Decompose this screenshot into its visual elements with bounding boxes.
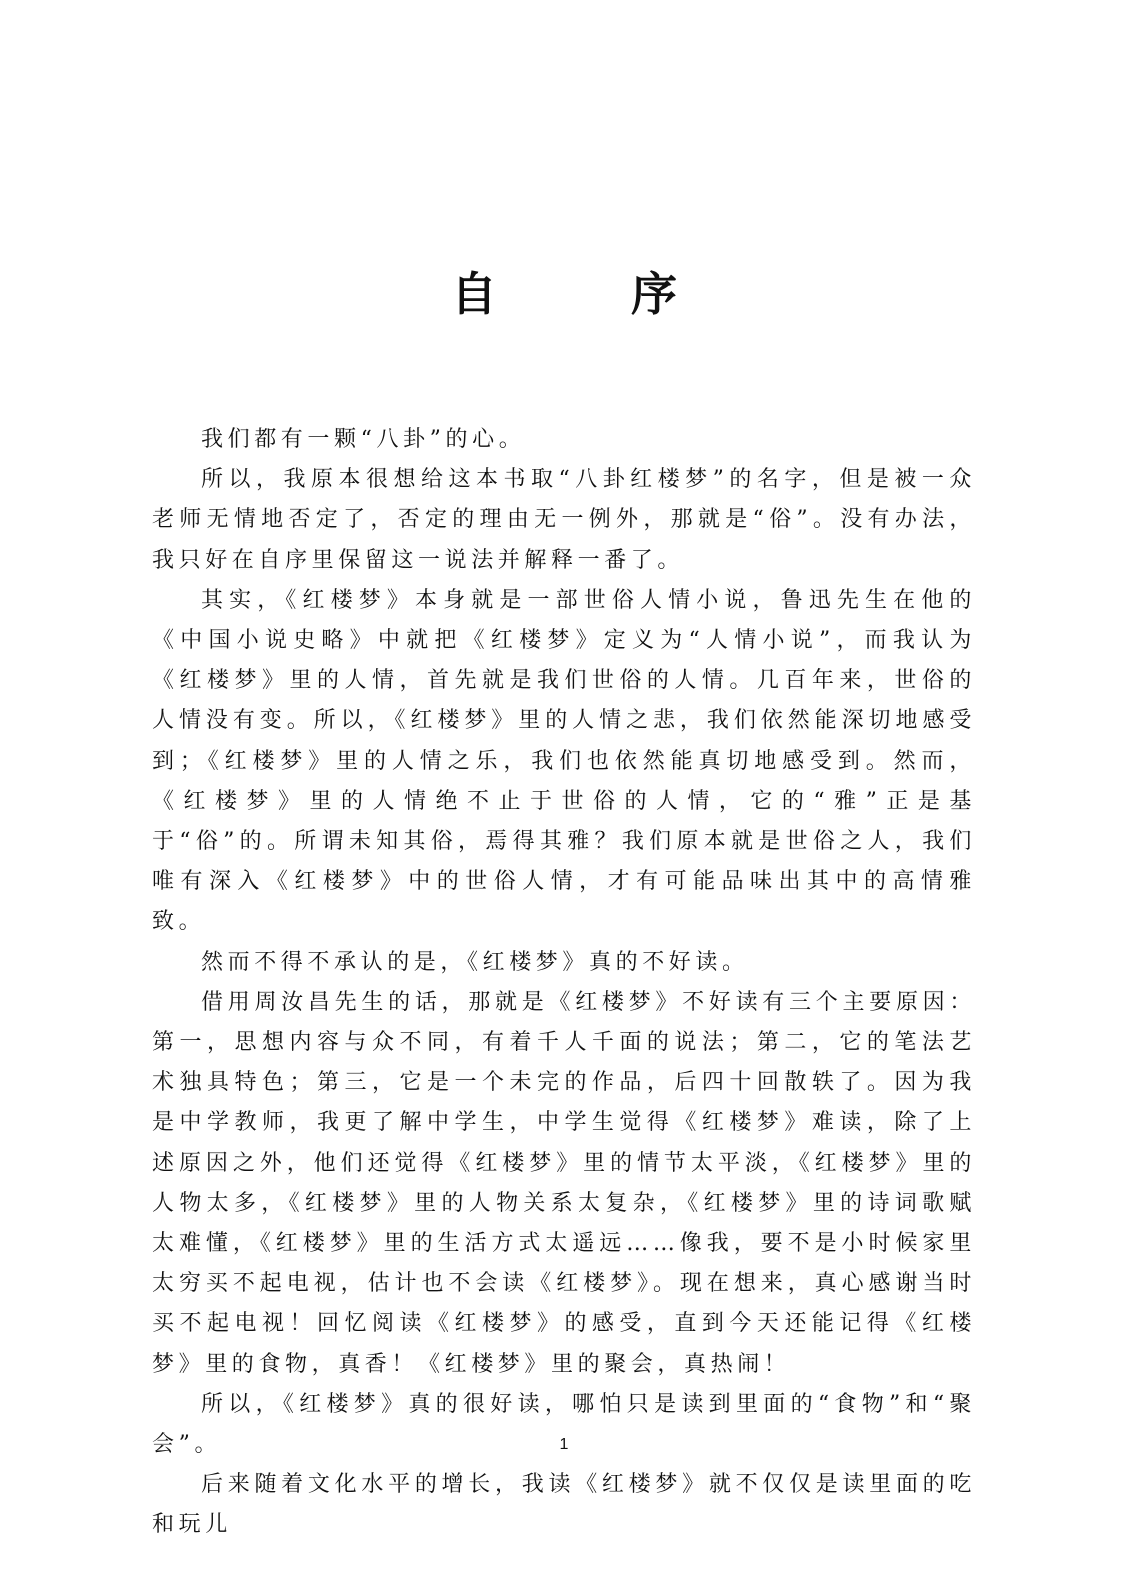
body-text (152, 420, 976, 1546)
paragraph-7: 后来随着文化水平的增长，我读《红楼梦》就不仅仅是读里面的吃和玩儿 (152, 1472, 976, 1538)
paragraph-4: 然而不得不承认的是，《红楼梦》真的不好读。 (201, 949, 749, 975)
paragraph-2: 所以，我原本很想给这本书取“八卦红楼梦”的名字，但是被一众老师无情地否定了，否定的理由无一例外，那就是“俗”。没有办法，我只好在自序里保留这一说法并解释一番了。 (152, 467, 976, 573)
page-number: 1 (559, 1436, 569, 1453)
paragraph-5: 借用周汝昌先生的话，那就是《红楼梦》不好读有三个主要原因：第一，思想内容与众不同，有着千人千面的说法；第二，它的笔法艺术独具特色；第三，它是一个未完的作品，后四十回散轶了。因为我是中学教师，我更了解中学生，中学生觉得《红楼梦》难读，除了上述原因之外，他们还觉得《红楼梦》里的情节太平淡，《红楼梦》里的人物太多，《红楼梦》里的人物关系太复杂，《红楼梦》里的诗词歌赋太难懂，《红楼梦》里的生活方式太遥远……像我，要不是小时候家里太穷买不起电视，估计也不会读《红楼梦》。现在想来，真心感谢当时买不起电视！回忆阅读《红楼梦》的感受，直到今天还能记得《红楼梦》里的食物，真香！《红楼梦》里的聚会，真热闹！ (152, 989, 976, 1377)
paragraph-1: 我们都有一颗“八卦”的心。 (201, 427, 526, 452)
page-title: 自 序 (451, 267, 721, 321)
paragraph-6: 所以，《红楼梦》真的很好读，哪怕只是读到里面的“食物”和“聚会”。 (152, 1391, 976, 1458)
paragraph-3: 其实，《红楼梦》本身就是一部世俗人情小说，鲁迅先生在他的《中国小说史略》中就把《红楼梦》定义为“人情小说”，而我认为《红楼梦》里的人情，首先就是我们世俗的人情。几百年来，世俗的人情没有变。所以，《红楼梦》里的人情之悲，我们依然能深切地感受到；《红楼梦》里的人情之乐，我们也依然能真切地感受到。然而，《红楼梦》里的人情绝不止于世俗的人情，它的“雅”正是基于“俗”的。所谓未知其俗，焉得其雅？我们原本就是世俗之人，我们唯有深入《红楼梦》中的世俗人情，才有可能品味出其中的高情雅致。 (152, 587, 976, 935)
